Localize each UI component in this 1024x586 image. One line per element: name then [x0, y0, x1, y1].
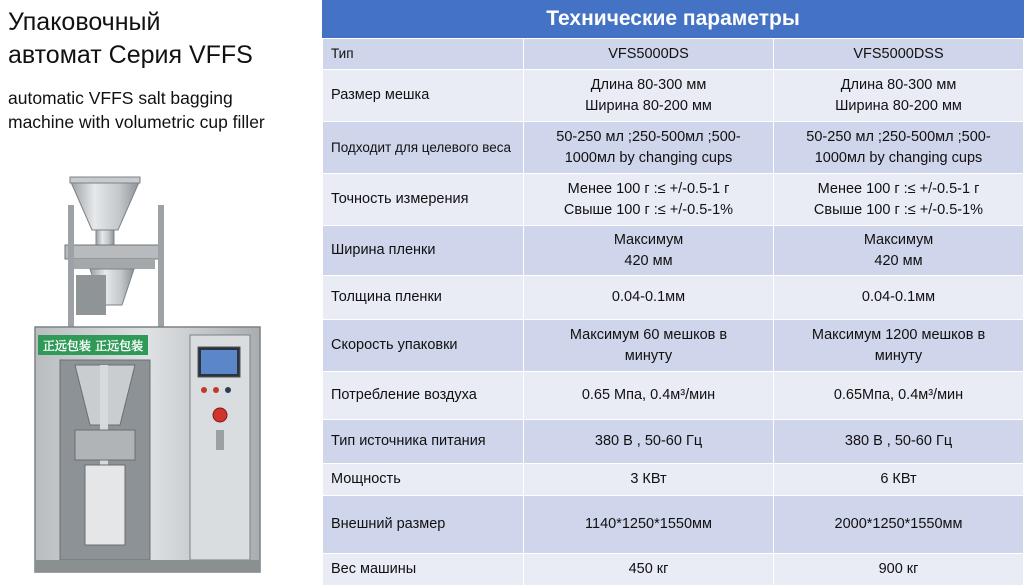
cell-line: VFS5000DS [608, 45, 689, 62]
cell-line: Ширина 80-200 мм [835, 97, 962, 114]
cell-line: Свыше 100 г :≤ +/-0.5-1% [563, 201, 734, 218]
cell-line: 0.65Мпа, 0.4м³/мин [833, 387, 964, 403]
cell-line: 380 В , 50-60 Гц [594, 433, 703, 449]
cell-line: 0.04-0.1мм [861, 289, 936, 305]
cell-line: 1140*1250*1550мм [585, 516, 712, 532]
machine-image [30, 175, 270, 575]
cell-line: Длина 80-300 мм [590, 76, 707, 93]
cell-line: 2000*1250*1550мм [834, 516, 963, 532]
cell-line: 420 мм [874, 252, 923, 269]
table-row [323, 496, 1024, 554]
value-vfs5000dss [774, 554, 1024, 586]
row-label: Тип источника питания [323, 420, 524, 464]
value-vfs5000dss [774, 174, 1024, 226]
value-vfs5000ds [524, 276, 774, 320]
spec-table [322, 38, 1024, 586]
cell-line: 420 мм [624, 252, 673, 269]
table-row [323, 174, 1024, 226]
value-vfs5000dss [774, 464, 1024, 496]
table-row [323, 420, 1024, 464]
table-row [323, 226, 1024, 276]
value-vfs5000dss [774, 276, 1024, 320]
value-vfs5000ds [524, 39, 774, 70]
cell-line: VFS5000DSS [853, 45, 944, 62]
cell-line: минуту [624, 347, 673, 364]
product-title [8, 6, 253, 72]
product-title-line1: Упаковочный [8, 8, 161, 36]
table-row [323, 276, 1024, 320]
cell-line: Максимум 1200 мешков в [811, 326, 986, 343]
row-label: Внешний размер [323, 496, 524, 554]
value-vfs5000ds [524, 320, 774, 372]
value-vfs5000dss [774, 226, 1024, 276]
value-vfs5000dss [774, 122, 1024, 174]
cell-line: Ширина 80-200 мм [585, 97, 712, 114]
value-vfs5000dss [774, 70, 1024, 122]
cell-line: 0.04-0.1мм [611, 289, 686, 305]
cell-line: 3 КВт [630, 471, 667, 487]
cell-line: Максимум [863, 231, 934, 248]
cell-line: 900 кг [878, 561, 919, 577]
value-vfs5000ds [524, 70, 774, 122]
row-label: Размер мешка [323, 70, 524, 122]
value-vfs5000dss [774, 320, 1024, 372]
row-label: Мощность [323, 464, 524, 496]
value-vfs5000dss [774, 372, 1024, 420]
value-vfs5000dss [774, 420, 1024, 464]
value-vfs5000ds [524, 226, 774, 276]
product-subtitle-line2: machine with volumetric cup filler [8, 112, 265, 132]
row-label: Вес машины [323, 554, 524, 586]
table-row [323, 554, 1024, 586]
row-label: Точность измерения [323, 174, 524, 226]
cell-line: 1000мл by changing cups [564, 149, 733, 166]
value-vfs5000ds [524, 122, 774, 174]
machine-panel-text: 正远包装 正远包装 [42, 339, 144, 353]
table-row [323, 464, 1024, 496]
cell-line: 50-250 мл ;250-500мл ;500- [806, 128, 991, 145]
cell-line: 380 В , 50-60 Гц [844, 433, 953, 449]
value-vfs5000ds [524, 496, 774, 554]
cell-line: 50-250 мл ;250-500мл ;500- [556, 128, 741, 145]
value-vfs5000ds [524, 372, 774, 420]
cell-line: 450 кг [628, 561, 669, 577]
cell-line: Длина 80-300 мм [840, 76, 957, 93]
cell-line: Свыше 100 г :≤ +/-0.5-1% [813, 201, 984, 218]
table-row [323, 372, 1024, 420]
table-row [323, 39, 1024, 70]
product-subtitle-line1: automatic VFFS salt bagging [8, 88, 233, 108]
table-row [323, 320, 1024, 372]
value-vfs5000ds [524, 174, 774, 226]
row-label: Подходит для целевого веса [323, 122, 524, 174]
value-vfs5000ds [524, 464, 774, 496]
row-label: Тип [323, 39, 524, 70]
cell-line: Менее 100 г :≤ +/-0.5-1 г [817, 180, 980, 197]
value-vfs5000ds [524, 554, 774, 586]
row-label: Потребление воздуха [323, 372, 524, 420]
value-vfs5000dss [774, 39, 1024, 70]
table-row [323, 70, 1024, 122]
product-title-line2: автомат Серия VFFS [8, 41, 253, 69]
cell-line: минуту [874, 347, 923, 364]
cell-line: Менее 100 г :≤ +/-0.5-1 г [567, 180, 730, 197]
cell-line: 6 КВт [880, 471, 917, 487]
row-label: Ширина пленки [323, 226, 524, 276]
row-label: Скорость упаковки [323, 320, 524, 372]
cell-line: 0.65 Мпа, 0.4м³/мин [581, 387, 716, 403]
spec-table-title: Технические параметры [322, 0, 1024, 38]
cell-line: Максимум 60 мешков в [569, 326, 728, 343]
spec-table-container [322, 0, 1024, 577]
row-label: Толщина пленки [323, 276, 524, 320]
table-row [323, 122, 1024, 174]
value-vfs5000ds [524, 420, 774, 464]
cell-line: Максимум [613, 231, 684, 248]
cell-line: 1000мл by changing cups [814, 149, 983, 166]
product-intro [0, 0, 322, 577]
product-subtitle [8, 86, 265, 134]
value-vfs5000dss [774, 496, 1024, 554]
